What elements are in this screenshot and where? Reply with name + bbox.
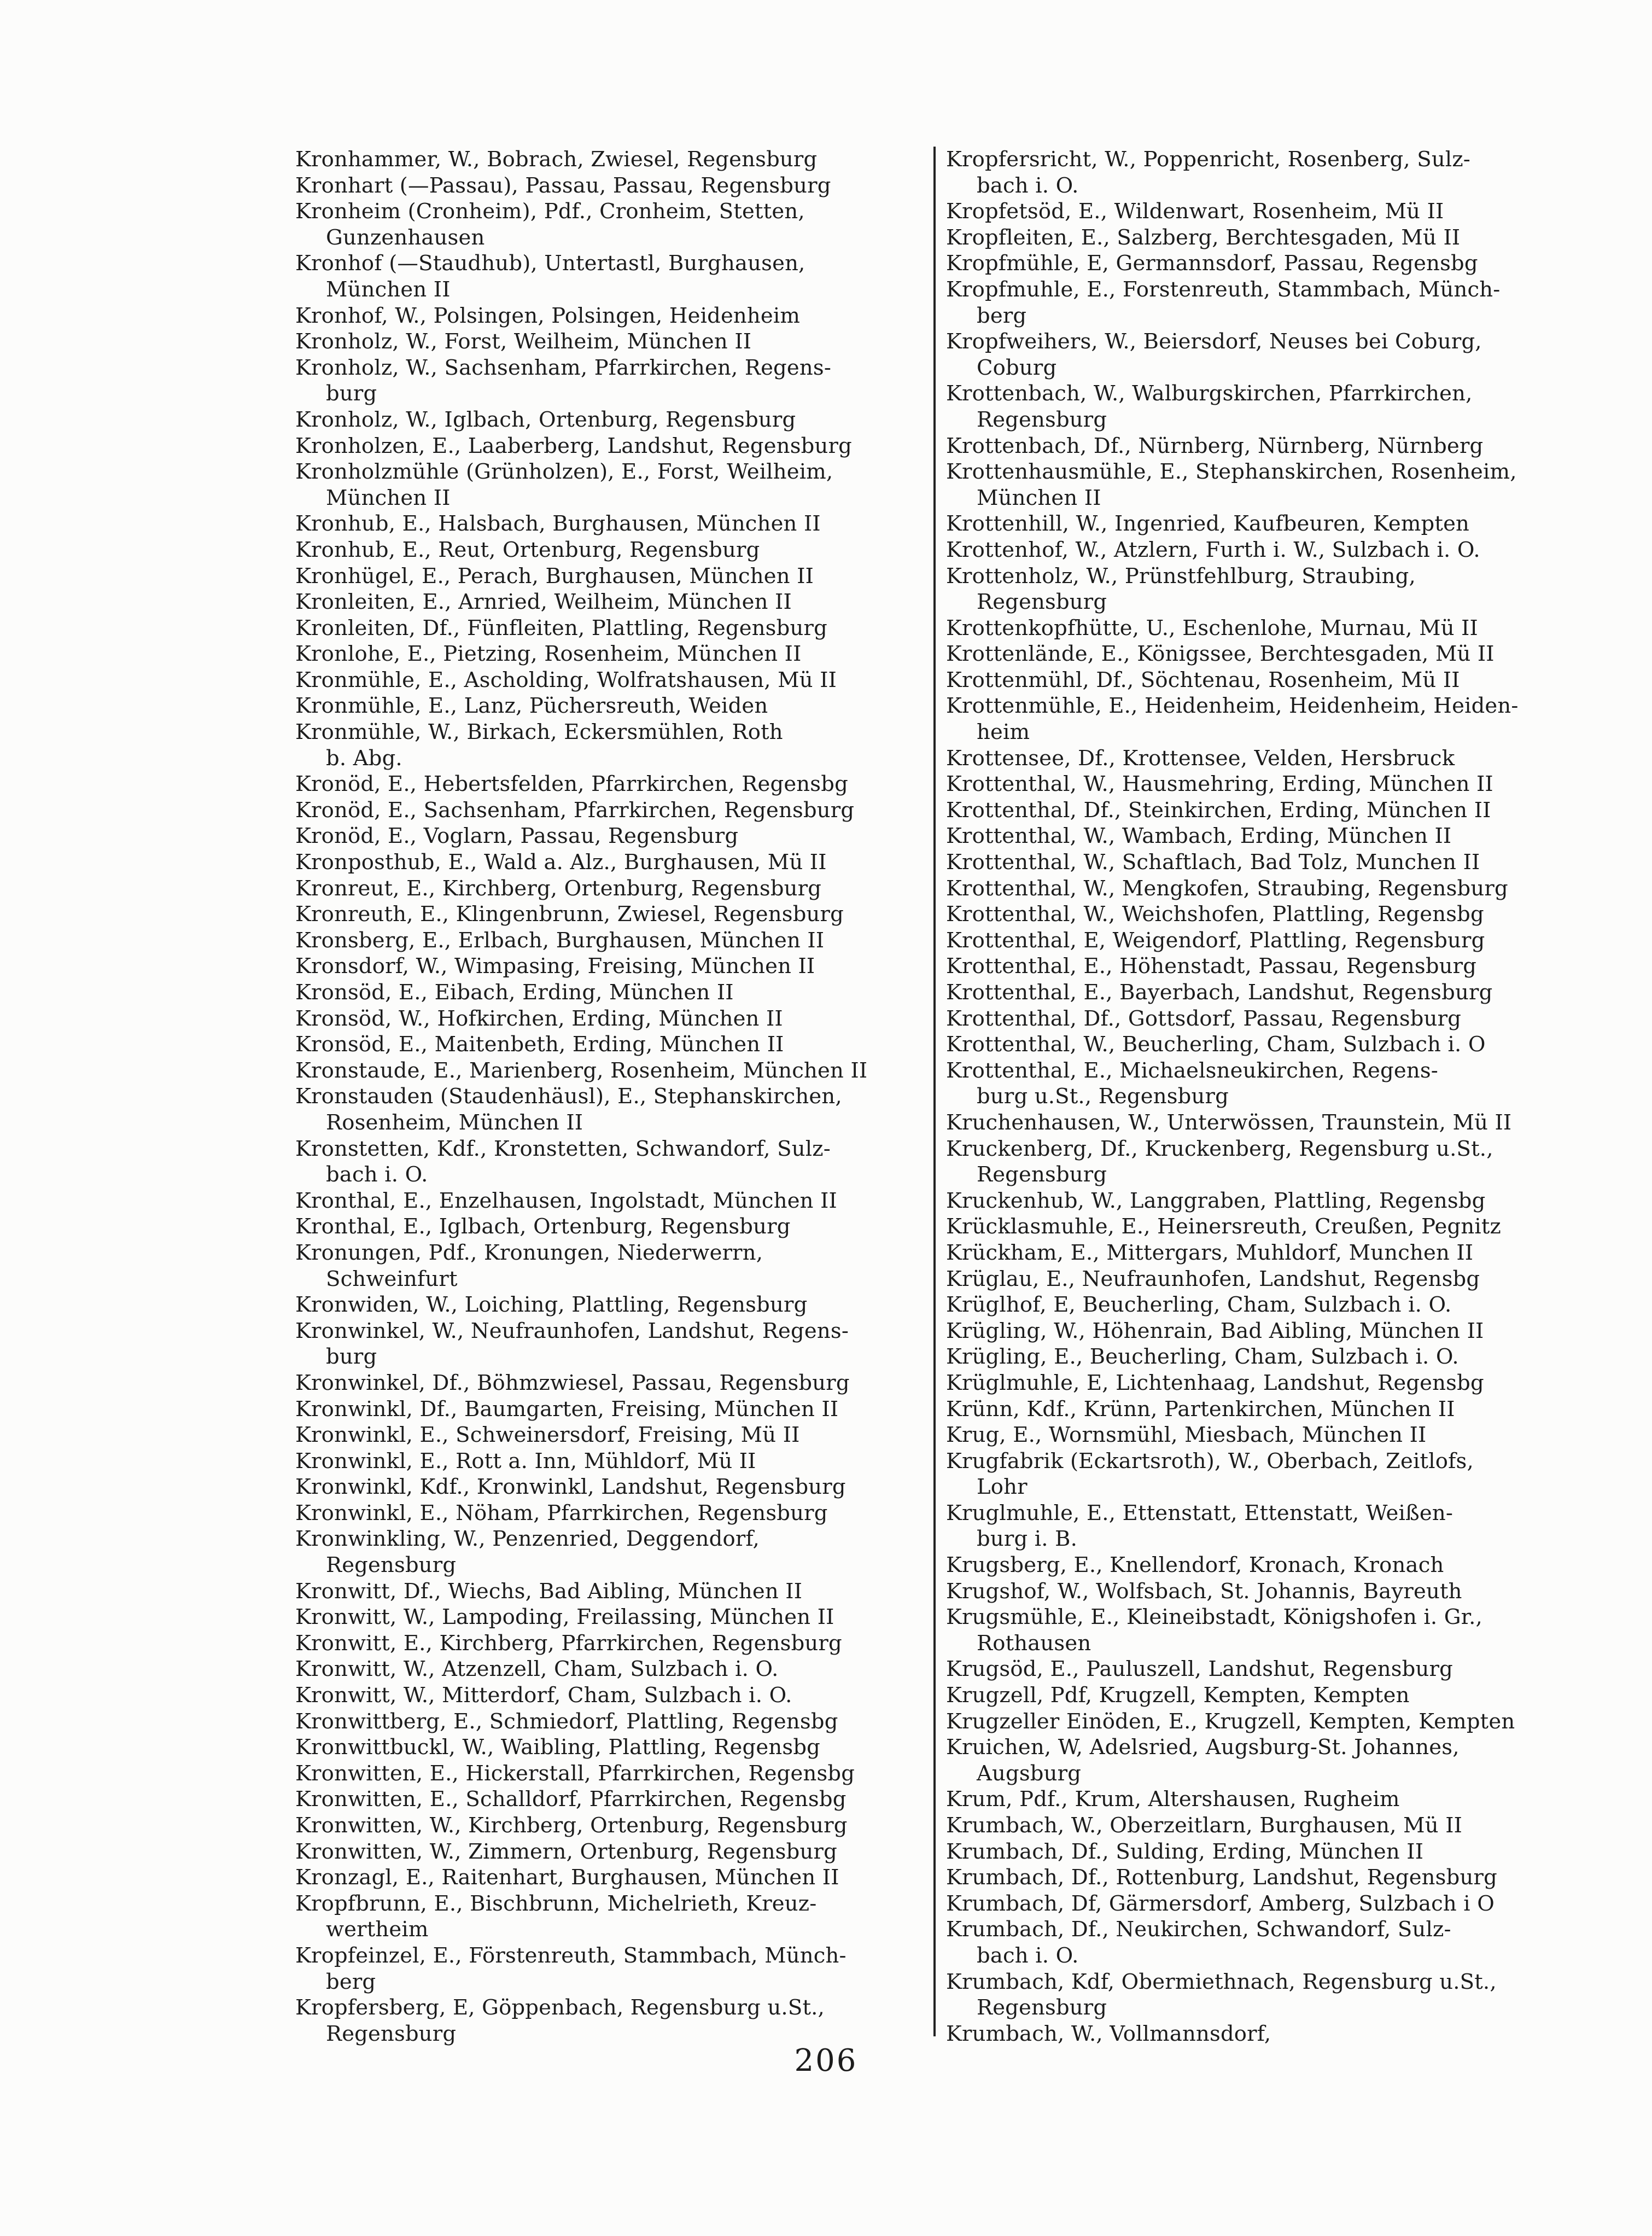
- gazetteer-entry: [946, 1917, 1597, 1969]
- gazetteer-entry: [295, 1084, 946, 1136]
- gazetteer-entry: [295, 199, 946, 251]
- gazetteer-entry: [295, 147, 946, 173]
- gazetteer-entry: [295, 1032, 946, 1058]
- entry-line: Kronsöd, E., Eibach, Erding, München II: [295, 980, 734, 1005]
- entry-line: Krottenholz, W., Prünstfehlburg, Straubing,: [946, 563, 1416, 589]
- gazetteer-entry: [295, 1813, 946, 1839]
- entry-continuation: Regensburg: [977, 407, 1107, 432]
- gazetteer-entry: [295, 901, 946, 928]
- entry-line: Kronmühle, E., Lanz, Püchersreuth, Weiden: [295, 694, 768, 719]
- gazetteer-entry: [295, 876, 946, 902]
- entry-continuation: berg: [977, 303, 1027, 328]
- entry-line: Kronsöd, W., Hofkirchen, Erding, München II: [295, 1006, 783, 1031]
- gazetteer-entry: [295, 1370, 946, 1396]
- entry-line: Krottenthal, W., Beucherling, Cham, Sulzbach i. O: [946, 1032, 1486, 1057]
- entry-line: Kronlohe, E., Pietzing, Rosenheim, München II: [295, 642, 802, 667]
- gazetteer-entry: [295, 1631, 946, 1657]
- entry-line: Krügling, E., Beucherling, Cham, Sulzbach i. O.: [946, 1344, 1459, 1370]
- entry-line: Kropfleiten, E., Salzberg, Berchtesgaden, Mü II: [946, 225, 1461, 250]
- gazetteer-entry: [946, 1422, 1597, 1448]
- entry-line: Kronwinkl, Df., Baumgarten, Freising, München II: [295, 1396, 839, 1422]
- gazetteer-entry: [295, 1214, 946, 1240]
- entry-line: Krottenthal, E., Höhenstadt, Passau, Regensburg: [946, 954, 1477, 979]
- gazetteer-entry: [295, 1579, 946, 1605]
- entry-line: Krottenthal, E., Bayerbach, Landshut, Regensburg: [946, 980, 1493, 1005]
- entry-line: Kronwitten, W., Kirchberg, Ortenburg, Regensburg: [295, 1813, 848, 1838]
- entry-line: Krottenthal, W., Schaftlach, Bad Tolz, Munchen II: [946, 850, 1480, 875]
- entry-line: Krünn, Kdf., Krünn, Partenkirchen, München II: [946, 1396, 1455, 1422]
- entry-line: Kronleiten, E., Arnried, Weilheim, München II: [295, 590, 792, 615]
- entry-continuation: burg: [326, 1344, 377, 1370]
- gazetteer-entry: [946, 823, 1597, 849]
- gazetteer-entry: [946, 980, 1597, 1006]
- entry-line: Krottenthal, Df., Steinkirchen, Erding, München II: [946, 797, 1491, 823]
- entry-line: Kropfmuhle, E., Forstenreuth, Stammbach, Münch-: [946, 277, 1501, 302]
- entry-continuation: Lohr: [977, 1475, 1028, 1500]
- gazetteer-entry: [295, 823, 946, 849]
- entry-continuation: Regensburg: [326, 1553, 457, 1578]
- gazetteer-entry: [295, 693, 946, 719]
- gazetteer-entry: [295, 1318, 946, 1370]
- entry-line: Kronhart (—Passau), Passau, Passau, Regensburg: [295, 173, 831, 198]
- gazetteer-entry: [295, 511, 946, 537]
- entry-line: Kronungen, Pdf., Kronungen, Niederwerrn,: [295, 1240, 763, 1265]
- gazetteer-entry: [295, 563, 946, 590]
- gazetteer-entry: [295, 355, 946, 407]
- gazetteer-entry: [295, 1943, 946, 1995]
- column-divider: [933, 147, 936, 2036]
- entry-line: Kronposthub, E., Wald a. Alz., Burghausen, Mü II: [295, 850, 827, 875]
- entry-line: Kronhof (—Staudhub), Untertastl, Burghausen,: [295, 251, 805, 276]
- entry-continuation: bach i. O.: [977, 1943, 1079, 1968]
- entry-line: Kronwinkling, W., Penzenried, Deggendorf,: [295, 1527, 760, 1552]
- gazetteer-entry: [946, 1240, 1597, 1266]
- entry-line: Krügling, W., Höhenrain, Bad Aibling, München II: [946, 1318, 1484, 1343]
- gazetteer-entry: [946, 876, 1597, 902]
- entry-line: Kronzagl, E., Raitenhart, Burghausen, München II: [295, 1865, 839, 1890]
- gazetteer-entry: [946, 225, 1597, 251]
- gazetteer-entry: [946, 1552, 1597, 1579]
- entry-line: Kropfersricht, W., Poppenricht, Rosenberg, Sulz-: [946, 147, 1471, 172]
- entry-line: Kronwitt, Df., Wiechs, Bad Aibling, München II: [295, 1579, 803, 1604]
- gazetteer-entry: [946, 1604, 1597, 1656]
- gazetteer-entry: [946, 1709, 1597, 1735]
- entry-continuation: München II: [326, 485, 451, 510]
- gazetteer-entry: [946, 329, 1597, 381]
- gazetteer-entry: [295, 928, 946, 954]
- gazetteer-entry: [946, 641, 1597, 667]
- entry-continuation: burg: [326, 381, 377, 406]
- gazetteer-entry: [946, 459, 1597, 511]
- entry-line: Kronwitten, E., Schalldorf, Pfarrkirchen, Regensbg: [295, 1787, 847, 1812]
- entry-line: Kropfetsöd, E., Wildenwart, Rosenheim, Mü II: [946, 199, 1444, 224]
- entry-line: Kronstauden (Staudenhäusl), E., Stephanskirchen,: [295, 1084, 842, 1109]
- gazetteer-entry: [295, 1474, 946, 1500]
- entry-line: Kronöd, E., Hebertsfelden, Pfarrkirchen, Regensbg: [295, 772, 848, 797]
- gazetteer-entry: [946, 1839, 1597, 1865]
- entry-line: Kronwinkl, E., Nöham, Pfarrkirchen, Regensburg: [295, 1500, 828, 1525]
- gazetteer-entry: [946, 1396, 1597, 1423]
- entry-line: Kronholzmühle (Grünholzen), E., Forst, Weilheim,: [295, 459, 833, 485]
- entry-continuation: Rothausen: [977, 1631, 1091, 1656]
- entry-continuation: München II: [326, 277, 451, 302]
- gazetteer-entry: [946, 1136, 1597, 1188]
- entry-line: Kronholzen, E., Laaberberg, Landshut, Regensburg: [295, 433, 852, 458]
- entry-line: Kronwitt, W., Atzenzell, Cham, Sulzbach i. O.: [295, 1657, 779, 1682]
- entry-continuation: Augsburg: [977, 1761, 1082, 1786]
- entry-line: Kronöd, E., Sachsenham, Pfarrkirchen, Regensburg: [295, 797, 855, 823]
- gazetteer-entry: [295, 329, 946, 355]
- entry-line: Krugfabrik (Eckartsroth), W., Oberbach, Zeitlofs,: [946, 1448, 1474, 1474]
- entry-line: Krugsöd, E., Pauluszell, Landshut, Regensburg: [946, 1657, 1453, 1682]
- gazetteer-entry: [295, 1188, 946, 1214]
- entry-line: Kronheim (Cronheim), Pdf., Cronheim, Stetten,: [295, 199, 805, 224]
- entry-line: Kruglmuhle, E., Ettenstatt, Ettenstatt, Weißen-: [946, 1500, 1453, 1525]
- gazetteer-entry: [946, 563, 1597, 615]
- entry-continuation: berg: [326, 1969, 376, 1994]
- gazetteer-entry: [295, 615, 946, 642]
- gazetteer-entry: [946, 381, 1597, 433]
- entry-line: Kronwinkel, Df., Böhmzwiesel, Passau, Regensburg: [295, 1370, 850, 1395]
- gazetteer-entry: [295, 849, 946, 876]
- gazetteer-entry: [946, 1500, 1597, 1552]
- entry-line: Krottensee, Df., Krottensee, Velden, Hersbruck: [946, 746, 1455, 771]
- gazetteer-entry: [946, 1370, 1597, 1396]
- gazetteer-entry: [946, 693, 1597, 745]
- gazetteer-entry: [946, 1786, 1597, 1813]
- entry-line: Kronwittberg, E., Schmiedorf, Plattling, Regensbg: [295, 1709, 838, 1734]
- gazetteer-entry: [295, 797, 946, 824]
- entry-continuation: burg i. B.: [977, 1527, 1078, 1552]
- entry-line: Kronthal, E., Iglbach, Ortenburg, Regensburg: [295, 1214, 791, 1239]
- entry-line: Krücklasmuhle, E., Heinersreuth, Creußen, Pegnitz: [946, 1214, 1501, 1239]
- gazetteer-entry: [295, 1136, 946, 1188]
- entry-line: Krumbach, Df., Neukirchen, Schwandorf, Sulz-: [946, 1917, 1451, 1942]
- gazetteer-entry: [946, 1579, 1597, 1605]
- gazetteer-entry: [946, 1292, 1597, 1318]
- gazetteer-entry: [295, 251, 946, 302]
- gazetteer-entry: [295, 1786, 946, 1813]
- gazetteer-entry: [295, 1526, 946, 1578]
- entry-line: Krottenmühl, Df., Söchtenau, Rosenheim, Mü II: [946, 667, 1460, 692]
- entry-line: Kropfbrunn, E., Bischbrunn, Michelrieth, Kreuz-: [295, 1891, 817, 1916]
- gazetteer-entry: [946, 746, 1597, 772]
- gazetteer-entry: [295, 1891, 946, 1943]
- gazetteer-entry: [295, 303, 946, 329]
- entry-line: Kronsöd, E., Maitenbeth, Erding, München II: [295, 1032, 784, 1057]
- entry-continuation: Regensburg: [977, 1995, 1107, 2020]
- entry-continuation: bach i. O.: [977, 173, 1079, 198]
- entry-continuation: bach i. O.: [326, 1162, 428, 1187]
- gazetteer-entry: [295, 1865, 946, 1891]
- gazetteer-entry: [295, 1839, 946, 1865]
- gazetteer-entry: [295, 1604, 946, 1631]
- entry-line: Krottenlände, E., Königssee, Berchtesgaden, Mü II: [946, 642, 1495, 667]
- gazetteer-entry: [946, 1266, 1597, 1292]
- gazetteer-entry: [946, 1682, 1597, 1709]
- gazetteer-entry: [295, 1734, 946, 1761]
- entry-continuation: Regensburg: [977, 590, 1107, 615]
- gazetteer-entry: [946, 1058, 1597, 1110]
- gazetteer-entry: [946, 147, 1597, 199]
- gazetteer-entry: [946, 667, 1597, 694]
- gazetteer-entry: [295, 1448, 946, 1475]
- entry-line: Kronwitt, E., Kirchberg, Pfarrkirchen, Regensburg: [295, 1631, 842, 1656]
- left-column: [295, 147, 946, 2047]
- gazetteer-entry: [946, 251, 1597, 277]
- entry-line: Krumbach, Df., Sulding, Erding, München II: [946, 1839, 1424, 1864]
- gazetteer-entry: [946, 1865, 1597, 1891]
- right-column: [946, 147, 1597, 2047]
- entry-line: Kronöd, E., Voglarn, Passau, Regensburg: [295, 824, 739, 849]
- entry-line: Kronhub, E., Reut, Ortenburg, Regensburg: [295, 537, 760, 562]
- entry-line: Kronwitten, E., Hickerstall, Pfarrkirchen, Regensbg: [295, 1761, 855, 1786]
- gazetteer-entry: [946, 277, 1597, 329]
- entry-continuation: Schweinfurt: [326, 1266, 458, 1291]
- gazetteer-entry: [295, 1058, 946, 1084]
- entry-line: Kronreut, E., Kirchberg, Ortenburg, Regensburg: [295, 876, 822, 901]
- entry-line: Krugsberg, E., Knellendorf, Kronach, Kronach: [946, 1553, 1444, 1578]
- gazetteer-entry: [946, 1969, 1597, 2021]
- entry-line: Kronmühle, W., Birkach, Eckersmühlen, Roth: [295, 720, 783, 745]
- entry-line: Kronholz, W., Forst, Weilheim, München II: [295, 329, 752, 354]
- gazetteer-entry: [295, 1292, 946, 1318]
- gazetteer-entry: [946, 2021, 1597, 2047]
- entry-line: Kropfersberg, E, Göppenbach, Regensburg u.St.,: [295, 1995, 825, 2020]
- entry-line: Krüglau, E., Neufraunhofen, Landshut, Regensbg: [946, 1266, 1480, 1291]
- entry-line: Krottenhof, W., Atzlern, Furth i. W., Sulzbach i. O.: [946, 537, 1480, 562]
- entry-line: Kronmühle, E., Ascholding, Wolfratshausen, Mü II: [295, 667, 837, 692]
- entry-continuation: Rosenheim, München II: [326, 1110, 583, 1135]
- entry-line: Krugshof, W., Wolfsbach, St. Johannis, Bayreuth: [946, 1579, 1462, 1604]
- gazetteer-entry: [946, 1891, 1597, 1917]
- gazetteer-entry: [946, 199, 1597, 225]
- gazetteer-entry: [946, 928, 1597, 954]
- gazetteer-entry: [946, 1006, 1597, 1032]
- entry-continuation: b. Abg.: [326, 746, 402, 771]
- entry-continuation: heim: [977, 720, 1030, 745]
- gazetteer-entry: [295, 459, 946, 511]
- entry-line: Kropfweihers, W., Beiersdorf, Neuses bei Coburg,: [946, 329, 1482, 354]
- gazetteer-entry: [946, 797, 1597, 824]
- entry-continuation: Gunzenhausen: [326, 225, 485, 250]
- entry-line: Kruichen, W, Adelsried, Augsburg-St. Johannes,: [946, 1735, 1460, 1760]
- entry-line: Kronsdorf, W., Wimpasing, Freising, München II: [295, 954, 815, 979]
- gazetteer-entry: [295, 1240, 946, 1292]
- gazetteer-entry: [946, 433, 1597, 459]
- gazetteer-entry: [295, 1006, 946, 1032]
- entry-line: Kruckenberg, Df., Kruckenberg, Regensburg u.St.,: [946, 1136, 1493, 1161]
- gazetteer-entry: [295, 641, 946, 667]
- gazetteer-entry: [295, 1500, 946, 1527]
- gazetteer-entry: [295, 1761, 946, 1787]
- entry-line: Kronwitt, W., Lampoding, Freilassing, München II: [295, 1605, 834, 1630]
- gazetteer-entry: [946, 511, 1597, 537]
- entry-continuation: burg u.St., Regensburg: [977, 1084, 1229, 1109]
- entry-line: Krum, Pdf., Krum, Altershausen, Rugheim: [946, 1787, 1400, 1812]
- entry-line: Krottenthal, W., Wambach, Erding, München II: [946, 824, 1452, 849]
- entry-line: Kronwitten, W., Zimmern, Ortenburg, Regensburg: [295, 1839, 837, 1864]
- entry-continuation: Coburg: [977, 355, 1057, 380]
- gazetteer-entry: [946, 1734, 1597, 1786]
- entry-line: Krottenhill, W., Ingenried, Kaufbeuren, Kempten: [946, 511, 1470, 537]
- entry-line: Kronholz, W., Sachsenham, Pfarrkirchen, Regens-: [295, 355, 832, 380]
- gazetteer-entry: [295, 1995, 946, 2047]
- gazetteer-entry: [946, 1656, 1597, 1682]
- gazetteer-entry: [946, 849, 1597, 876]
- entry-line: Kronholz, W., Iglbach, Ortenburg, Regensburg: [295, 407, 796, 432]
- entry-line: Krüglhof, E, Beucherling, Cham, Sulzbach i. O.: [946, 1292, 1452, 1318]
- entry-line: Krumbach, Kdf, Obermiethnach, Regensburg u.St.,: [946, 1969, 1497, 1994]
- gazetteer-entry: [946, 1110, 1597, 1136]
- gazetteer-entry: [295, 719, 946, 771]
- entry-line: Kronwinkl, Kdf., Kronwinkl, Landshut, Regensburg: [295, 1475, 846, 1500]
- gazetteer-entry: [946, 1344, 1597, 1370]
- entry-line: Kronwinkl, E., Schweinersdorf, Freising, Mü II: [295, 1423, 800, 1448]
- entry-line: Kronleiten, Df., Fünfleiten, Plattling, Regensburg: [295, 615, 827, 640]
- entry-line: Kronhub, E., Halsbach, Burghausen, München II: [295, 511, 821, 537]
- entry-line: Krottenthal, W., Weichshofen, Plattling, Regensbg: [946, 902, 1484, 927]
- gazetteer-entry: [295, 1656, 946, 1682]
- entry-line: Kronwitt, W., Mitterdorf, Cham, Sulzbach i. O.: [295, 1683, 792, 1708]
- entry-line: Krottenthal, E, Weigendorf, Plattling, Regensburg: [946, 928, 1485, 953]
- gazetteer-entry: [295, 771, 946, 797]
- gazetteer-entry: [295, 953, 946, 980]
- entry-line: Krugsmühle, E., Kleineibstadt, Königshofen i. Gr.,: [946, 1605, 1482, 1630]
- entry-line: Krottenthal, Df., Gottsdorf, Passau, Regensburg: [946, 1006, 1462, 1031]
- gazetteer-entry: [946, 771, 1597, 797]
- entry-line: Kronstaude, E., Marienberg, Rosenheim, München II: [295, 1058, 868, 1083]
- entry-line: Kronhammer, W., Bobrach, Zwiesel, Regensburg: [295, 147, 818, 172]
- gazetteer-entry: [946, 1448, 1597, 1500]
- entry-line: Kronwinkel, W., Neufraunhofen, Landshut, Regens-: [295, 1318, 849, 1343]
- entry-line: Krugzeller Einöden, E., Krugzell, Kempten, Kempten: [946, 1709, 1515, 1734]
- entry-line: Kronhof, W., Polsingen, Polsingen, Heidenheim: [295, 303, 801, 328]
- entry-continuation: wertheim: [326, 1917, 429, 1942]
- entry-line: Kruckenhub, W., Langgraben, Plattling, Regensbg: [946, 1188, 1486, 1213]
- entry-continuation: Regensburg: [977, 1162, 1107, 1187]
- gazetteer-entry: [295, 1709, 946, 1735]
- entry-line: Kronwiden, W., Loiching, Plattling, Regensburg: [295, 1292, 808, 1318]
- entry-line: Kronwinkl, E., Rott a. Inn, Mühldorf, Mü II: [295, 1448, 756, 1474]
- entry-line: Krottenbach, Df., Nürnberg, Nürnberg, Nürnberg: [946, 433, 1484, 458]
- entry-line: Krugzell, Pdf, Krugzell, Kempten, Kempten: [946, 1683, 1410, 1708]
- entry-line: Krug, E., Wornsmühl, Miesbach, München II: [946, 1423, 1427, 1448]
- entry-line: Krumbach, W., Vollmannsdorf,: [946, 2021, 1271, 2046]
- entry-continuation: Regensburg: [326, 2021, 457, 2046]
- gazetteer-entry: [295, 537, 946, 563]
- entry-line: Kronwittbuckl, W., Waibling, Plattling, Regensbg: [295, 1735, 821, 1760]
- gazetteer-entry: [295, 433, 946, 459]
- entry-line: Krumbach, W., Oberzeitlarn, Burghausen, Mü II: [946, 1813, 1463, 1838]
- entry-line: Kruchenhausen, W., Unterwössen, Traunstein, Mü II: [946, 1110, 1512, 1135]
- entry-line: Krückham, E., Mittergars, Muhldorf, Munchen II: [946, 1240, 1474, 1265]
- entry-line: Krüglmuhle, E, Lichtenhaag, Landshut, Regensbg: [946, 1370, 1484, 1395]
- gazetteer-entry: [295, 407, 946, 433]
- entry-line: Kronreuth, E., Klingenbrunn, Zwiesel, Regensburg: [295, 902, 844, 927]
- gazetteer-entry: [946, 1214, 1597, 1240]
- gazetteer-entry: [295, 173, 946, 199]
- gazetteer-entry: [295, 589, 946, 615]
- entry-line: Kronhügel, E., Perach, Burghausen, München II: [295, 563, 814, 589]
- entry-line: Krumbach, Df, Gärmersdorf, Amberg, Sulzbach i O: [946, 1891, 1495, 1916]
- entry-line: Krumbach, Df., Rottenburg, Landshut, Regensburg: [946, 1865, 1497, 1890]
- entry-line: Krottenbach, W., Walburgskirchen, Pfarrkirchen,: [946, 381, 1473, 406]
- gazetteer-entry: [295, 667, 946, 694]
- gazetteer-entry: [946, 537, 1597, 563]
- entry-line: Krottenmühle, E., Heidenheim, Heidenheim, Heiden-: [946, 694, 1519, 719]
- gazetteer-entry: [946, 1318, 1597, 1344]
- entry-line: Krottenthal, W., Hausmehring, Erding, München II: [946, 772, 1493, 797]
- entry-line: Kropfeinzel, E., Förstenreuth, Stammbach, Münch-: [295, 1943, 847, 1968]
- page-number: 206: [794, 2043, 858, 2078]
- entry-continuation: München II: [977, 485, 1101, 510]
- entry-line: Krottenthal, W., Mengkofen, Straubing, Regensburg: [946, 876, 1508, 901]
- gazetteer-entry: [295, 1396, 946, 1423]
- gazetteer-entry: [946, 953, 1597, 980]
- entry-line: Krottenthal, E., Michaelsneukirchen, Regens-: [946, 1058, 1438, 1083]
- entry-line: Kronstetten, Kdf., Kronstetten, Schwandorf, Sulz-: [295, 1136, 831, 1161]
- gazetteer-entry: [946, 901, 1597, 928]
- entry-line: Kronsberg, E., Erlbach, Burghausen, München II: [295, 928, 825, 953]
- entry-line: Kronthal, E., Enzelhausen, Ingolstadt, München II: [295, 1188, 837, 1213]
- gazetteer-entry: [946, 1032, 1597, 1058]
- gazetteer-entry: [946, 615, 1597, 642]
- entry-line: Krottenhausmühle, E., Stephanskirchen, Rosenheim,: [946, 459, 1517, 485]
- gazetteer-entry: [295, 1682, 946, 1709]
- entry-line: Krottenkopfhütte, U., Eschenlohe, Murnau, Mü II: [946, 615, 1478, 640]
- gazetteer-entry: [946, 1813, 1597, 1839]
- gazetteer-entry: [295, 980, 946, 1006]
- gazetteer-entry: [295, 1422, 946, 1448]
- entry-line: Kropfmühle, E, Germannsdorf, Passau, Regensbg: [946, 251, 1478, 276]
- gazetteer-entry: [946, 1188, 1597, 1214]
